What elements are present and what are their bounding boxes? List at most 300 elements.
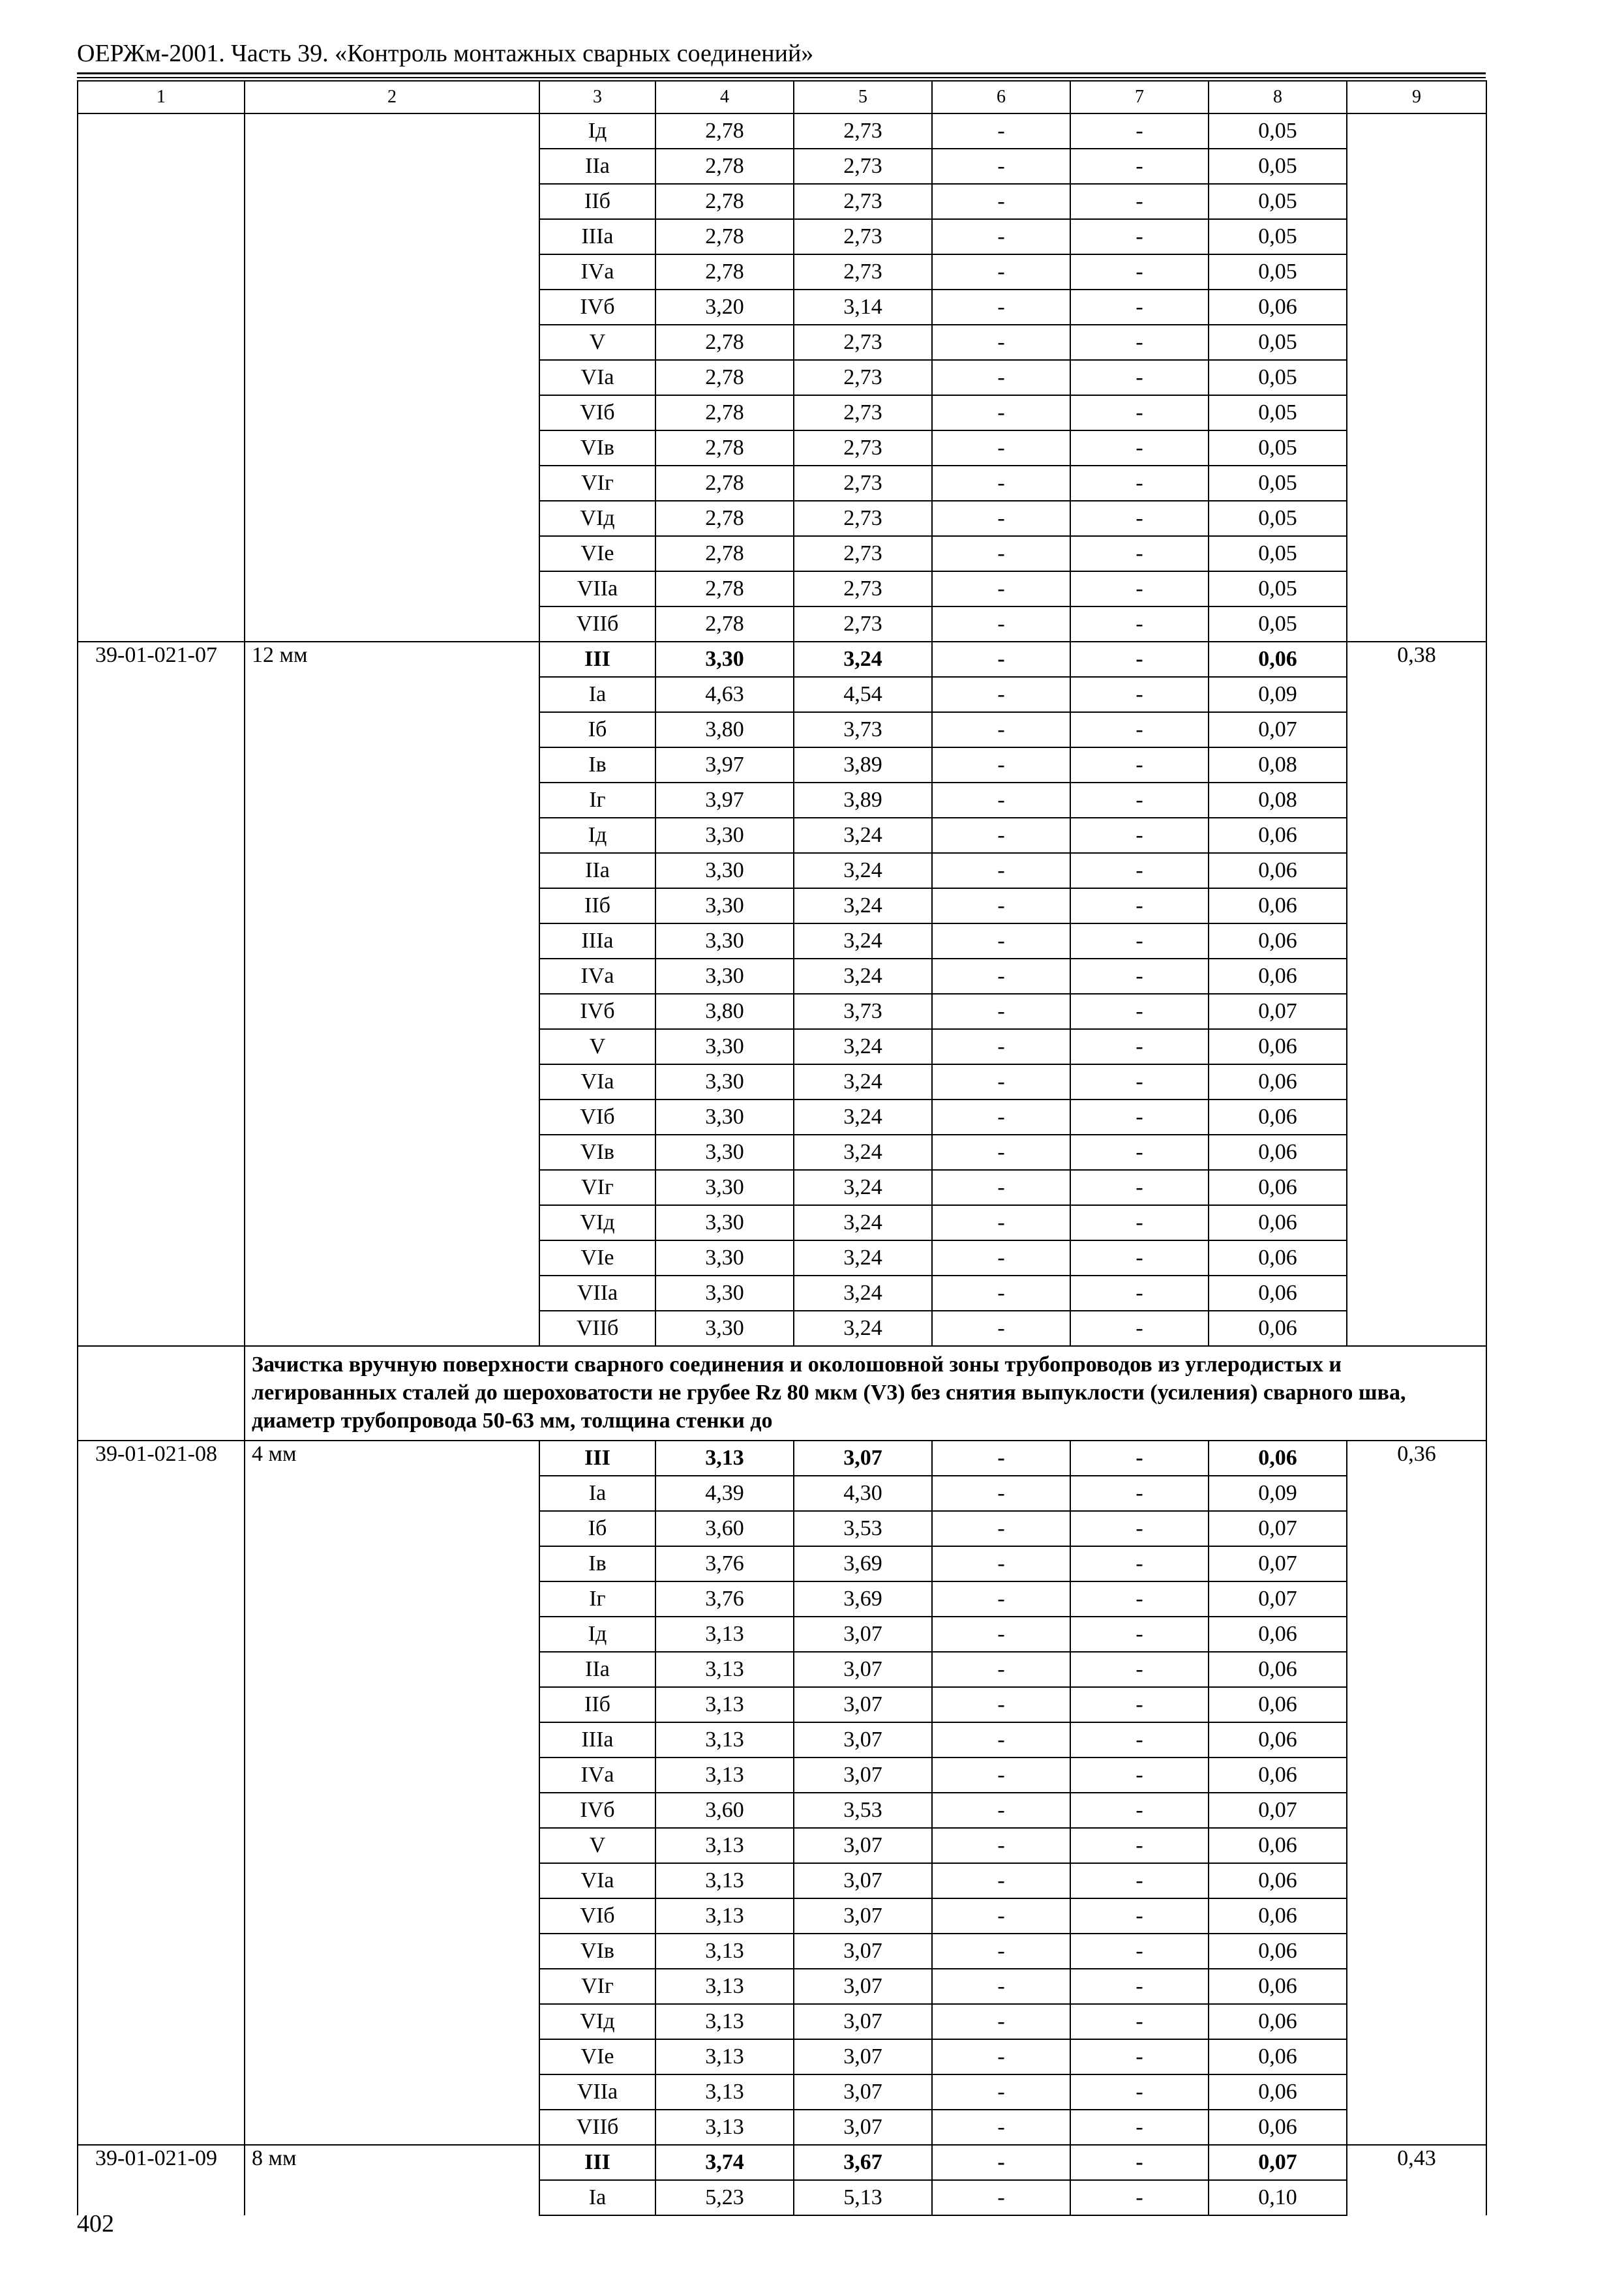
row-class-cell: IIа <box>539 853 655 888</box>
row-class-cell: VIб <box>539 1898 655 1934</box>
row-class-cell: III <box>539 1441 655 1476</box>
col8-value-cell: 0,07 <box>1209 2145 1347 2180</box>
col4-value-cell: 3,13 <box>655 1687 794 1722</box>
col4-value-cell: 3,13 <box>655 1934 794 1969</box>
col4-value-cell: 3,30 <box>655 1170 794 1205</box>
rate-code-cell: 39-01-021-08 <box>78 1441 245 2145</box>
row-class-cell: VIIа <box>539 571 655 606</box>
col7-value-cell: - <box>1070 149 1209 184</box>
column-header: 9 <box>1347 81 1486 113</box>
col4-value-cell: 3,13 <box>655 2074 794 2110</box>
col8-value-cell: 0,09 <box>1209 677 1347 712</box>
col4-value-cell: 3,13 <box>655 1828 794 1863</box>
wall-thickness-cell: 12 мм <box>245 642 539 1346</box>
column-header: 3 <box>539 81 655 113</box>
col5-value-cell: 3,69 <box>794 1581 932 1617</box>
col8-value-cell: 0,06 <box>1209 1205 1347 1240</box>
page-number: 402 <box>77 2210 114 2237</box>
row-class-cell: Iд <box>539 818 655 853</box>
col6-value-cell: - <box>932 1793 1070 1828</box>
col7-value-cell: - <box>1070 395 1209 430</box>
col7-value-cell: - <box>1070 712 1209 747</box>
row-class-cell: IVа <box>539 254 655 290</box>
column-header: 1 <box>78 81 245 113</box>
row-class-cell: V <box>539 1828 655 1863</box>
col5-value-cell: 2,73 <box>794 360 932 395</box>
col5-value-cell: 3,14 <box>794 290 932 325</box>
col5-value-cell: 2,73 <box>794 501 932 536</box>
col6-value-cell: - <box>932 1758 1070 1793</box>
col5-value-cell: 3,24 <box>794 818 932 853</box>
col7-value-cell: - <box>1070 888 1209 923</box>
col5-value-cell: 3,24 <box>794 888 932 923</box>
col8-value-cell: 0,05 <box>1209 219 1347 254</box>
col7-value-cell: - <box>1070 2074 1209 2110</box>
col8-value-cell: 0,10 <box>1209 2180 1347 2215</box>
col5-value-cell: 3,73 <box>794 994 932 1029</box>
col7-value-cell: - <box>1070 994 1209 1029</box>
col6-value-cell: - <box>932 2110 1070 2145</box>
row-class-cell: IVб <box>539 1793 655 1828</box>
col6-value-cell: - <box>932 1100 1070 1135</box>
rate-code-cell <box>78 113 245 642</box>
col5-value-cell: 2,73 <box>794 113 932 149</box>
col7-value-cell: - <box>1070 1311 1209 1346</box>
col7-value-cell: - <box>1070 1240 1209 1276</box>
col5-value-cell: 3,24 <box>794 1100 932 1135</box>
col6-value-cell: - <box>932 430 1070 466</box>
col8-value-cell: 0,06 <box>1209 1969 1347 2004</box>
col5-value-cell: 2,73 <box>794 536 932 571</box>
col4-value-cell: 2,78 <box>655 360 794 395</box>
row-class-cell: VIв <box>539 430 655 466</box>
column-header: 7 <box>1070 81 1209 113</box>
col5-value-cell: 3,07 <box>794 1617 932 1652</box>
col8-value-cell: 0,06 <box>1209 1898 1347 1934</box>
col6-value-cell: - <box>932 2074 1070 2110</box>
row-class-cell: VIд <box>539 501 655 536</box>
col8-value-cell: 0,07 <box>1209 1546 1347 1581</box>
col8-value-cell: 0,05 <box>1209 149 1347 184</box>
col6-value-cell: - <box>932 888 1070 923</box>
row-class-cell: VIг <box>539 1969 655 2004</box>
rate-code-cell: 39-01-021-07 <box>78 642 245 1346</box>
col7-value-cell: - <box>1070 1617 1209 1652</box>
col7-value-cell: - <box>1070 1476 1209 1511</box>
row-class-cell: VIIб <box>539 606 655 642</box>
col6-value-cell: - <box>932 1511 1070 1546</box>
row-class-cell: IIIа <box>539 1722 655 1758</box>
col8-value-cell: 0,06 <box>1209 1934 1347 1969</box>
column-header: 4 <box>655 81 794 113</box>
col6-value-cell: - <box>932 747 1070 783</box>
col6-value-cell: - <box>932 1276 1070 1311</box>
row-class-cell: IIб <box>539 888 655 923</box>
col5-value-cell: 3,07 <box>794 2004 932 2039</box>
col6-value-cell: - <box>932 501 1070 536</box>
col4-value-cell: 3,76 <box>655 1546 794 1581</box>
col5-value-cell: 2,73 <box>794 606 932 642</box>
row-class-cell: Iа <box>539 2180 655 2215</box>
row-class-cell: VIа <box>539 360 655 395</box>
col4-value-cell: 3,30 <box>655 1135 794 1170</box>
col5-value-cell: 2,73 <box>794 395 932 430</box>
col4-value-cell: 2,78 <box>655 571 794 606</box>
col6-value-cell: - <box>932 1476 1070 1511</box>
row-class-cell: VIг <box>539 466 655 501</box>
row-class-cell: VIIб <box>539 2110 655 2145</box>
col7-value-cell: - <box>1070 571 1209 606</box>
col8-value-cell: 0,08 <box>1209 783 1347 818</box>
col4-value-cell: 3,30 <box>655 853 794 888</box>
col6-value-cell: - <box>932 1687 1070 1722</box>
row-class-cell: Iб <box>539 712 655 747</box>
row-class-cell: IIа <box>539 149 655 184</box>
col6-value-cell: - <box>932 959 1070 994</box>
page-header: ОЕРЖм-2001. Часть 39. «Контроль монтажных сварных соединений» <box>77 40 814 67</box>
row-class-cell: Iд <box>539 113 655 149</box>
col5-value-cell: 4,54 <box>794 677 932 712</box>
col8-value-cell: 0,05 <box>1209 254 1347 290</box>
row-class-cell: Iд <box>539 1617 655 1652</box>
wall-thickness-cell <box>245 113 539 642</box>
col5-value-cell: 3,07 <box>794 2074 932 2110</box>
col5-value-cell: 3,24 <box>794 959 932 994</box>
col6-value-cell: - <box>932 1135 1070 1170</box>
total-cell <box>1347 113 1486 642</box>
col4-value-cell: 2,78 <box>655 395 794 430</box>
col8-value-cell: 0,05 <box>1209 501 1347 536</box>
row-class-cell: IIа <box>539 1652 655 1687</box>
col6-value-cell: - <box>932 1170 1070 1205</box>
col5-value-cell: 3,07 <box>794 1828 932 1863</box>
col4-value-cell: 3,30 <box>655 1064 794 1100</box>
col4-value-cell: 2,78 <box>655 113 794 149</box>
col7-value-cell: - <box>1070 606 1209 642</box>
col7-value-cell: - <box>1070 290 1209 325</box>
col7-value-cell: - <box>1070 1135 1209 1170</box>
row-class-cell: IVа <box>539 1758 655 1793</box>
col5-value-cell: 2,73 <box>794 184 932 219</box>
total-cell: 0,43 <box>1347 2145 1486 2215</box>
rates-table <box>77 80 1487 2216</box>
col5-value-cell: 2,73 <box>794 430 932 466</box>
col7-value-cell: - <box>1070 1687 1209 1722</box>
col5-value-cell: 2,73 <box>794 219 932 254</box>
col5-value-cell: 3,07 <box>794 1969 932 2004</box>
col7-value-cell: - <box>1070 2039 1209 2074</box>
col5-value-cell: 3,89 <box>794 783 932 818</box>
col6-value-cell: - <box>932 1828 1070 1863</box>
col8-value-cell: 0,06 <box>1209 2074 1347 2110</box>
col7-value-cell: - <box>1070 1441 1209 1476</box>
total-cell: 0,38 <box>1347 642 1486 1346</box>
col5-value-cell: 2,73 <box>794 149 932 184</box>
col8-value-cell: 0,05 <box>1209 395 1347 430</box>
rate-code-cell: 39-01-021-09 <box>78 2145 245 2215</box>
col4-value-cell: 3,30 <box>655 1100 794 1135</box>
col7-value-cell: - <box>1070 254 1209 290</box>
col5-value-cell: 3,07 <box>794 1652 932 1687</box>
table-row <box>78 1441 1486 1476</box>
col4-value-cell: 3,13 <box>655 1652 794 1687</box>
col7-value-cell: - <box>1070 1205 1209 1240</box>
col8-value-cell: 0,06 <box>1209 1240 1347 1276</box>
col7-value-cell: - <box>1070 430 1209 466</box>
row-class-cell: IIIа <box>539 219 655 254</box>
row-class-cell: Iв <box>539 747 655 783</box>
col5-value-cell: 2,73 <box>794 571 932 606</box>
col8-value-cell: 0,09 <box>1209 1476 1347 1511</box>
column-number-row <box>78 81 1486 113</box>
row-class-cell: Iв <box>539 1546 655 1581</box>
col5-value-cell: 3,07 <box>794 1441 932 1476</box>
col5-value-cell: 3,69 <box>794 1546 932 1581</box>
col8-value-cell: 0,06 <box>1209 1863 1347 1898</box>
table-row <box>78 2145 1486 2180</box>
col6-value-cell: - <box>932 853 1070 888</box>
col5-value-cell: 2,73 <box>794 254 932 290</box>
col7-value-cell: - <box>1070 466 1209 501</box>
col4-value-cell: 3,74 <box>655 2145 794 2180</box>
col6-value-cell: - <box>932 994 1070 1029</box>
col4-value-cell: 3,13 <box>655 1441 794 1476</box>
header-rule-secondary <box>77 77 1486 78</box>
row-class-cell: VIе <box>539 536 655 571</box>
column-header: 8 <box>1209 81 1347 113</box>
col4-value-cell: 3,97 <box>655 783 794 818</box>
col4-value-cell: 4,63 <box>655 677 794 712</box>
col5-value-cell: 3,24 <box>794 923 932 959</box>
col8-value-cell: 0,06 <box>1209 1170 1347 1205</box>
col8-value-cell: 0,05 <box>1209 571 1347 606</box>
row-class-cell: VIд <box>539 1205 655 1240</box>
total-cell: 0,36 <box>1347 1441 1486 2145</box>
col5-value-cell: 3,24 <box>794 1205 932 1240</box>
col5-value-cell: 3,07 <box>794 1758 932 1793</box>
col4-value-cell: 3,13 <box>655 1863 794 1898</box>
row-class-cell: VIб <box>539 395 655 430</box>
col8-value-cell: 0,06 <box>1209 290 1347 325</box>
col7-value-cell: - <box>1070 959 1209 994</box>
col4-value-cell: 3,80 <box>655 712 794 747</box>
col5-value-cell: 3,07 <box>794 1898 932 1934</box>
col7-value-cell: - <box>1070 219 1209 254</box>
col7-value-cell: - <box>1070 325 1209 360</box>
col6-value-cell: - <box>932 360 1070 395</box>
col7-value-cell: - <box>1070 818 1209 853</box>
col4-value-cell: 3,13 <box>655 1617 794 1652</box>
col5-value-cell: 3,24 <box>794 1240 932 1276</box>
col6-value-cell: - <box>932 677 1070 712</box>
col6-value-cell: - <box>932 1652 1070 1687</box>
col4-value-cell: 3,30 <box>655 1240 794 1276</box>
col8-value-cell: 0,06 <box>1209 888 1347 923</box>
col7-value-cell: - <box>1070 113 1209 149</box>
col7-value-cell: - <box>1070 2110 1209 2145</box>
col6-value-cell: - <box>932 149 1070 184</box>
col6-value-cell: - <box>932 325 1070 360</box>
col7-value-cell: - <box>1070 677 1209 712</box>
col8-value-cell: 0,06 <box>1209 2039 1347 2074</box>
col8-value-cell: 0,05 <box>1209 466 1347 501</box>
row-class-cell: Iа <box>539 1476 655 1511</box>
row-class-cell: VIе <box>539 2039 655 2074</box>
col7-value-cell: - <box>1070 1828 1209 1863</box>
description-row <box>78 1346 1486 1441</box>
col8-value-cell: 0,06 <box>1209 853 1347 888</box>
row-class-cell: VIд <box>539 2004 655 2039</box>
col4-value-cell: 3,30 <box>655 1311 794 1346</box>
row-class-cell: Iа <box>539 677 655 712</box>
col4-value-cell: 2,78 <box>655 536 794 571</box>
col6-value-cell: - <box>932 1863 1070 1898</box>
col7-value-cell: - <box>1070 184 1209 219</box>
col8-value-cell: 0,06 <box>1209 1652 1347 1687</box>
col4-value-cell: 3,30 <box>655 888 794 923</box>
col8-value-cell: 0,06 <box>1209 1687 1347 1722</box>
col6-value-cell: - <box>932 2039 1070 2074</box>
row-class-cell: IIIа <box>539 923 655 959</box>
col8-value-cell: 0,06 <box>1209 1722 1347 1758</box>
col8-value-cell: 0,06 <box>1209 1441 1347 1476</box>
col8-value-cell: 0,06 <box>1209 1617 1347 1652</box>
col6-value-cell: - <box>932 219 1070 254</box>
col7-value-cell: - <box>1070 1898 1209 1934</box>
wall-thickness-cell: 8 мм <box>245 2145 539 2215</box>
col8-value-cell: 0,06 <box>1209 1029 1347 1064</box>
col5-value-cell: 3,07 <box>794 1934 932 1969</box>
row-class-cell: VIIа <box>539 2074 655 2110</box>
col6-value-cell: - <box>932 923 1070 959</box>
col6-value-cell: - <box>932 1722 1070 1758</box>
col7-value-cell: - <box>1070 1100 1209 1135</box>
col8-value-cell: 0,07 <box>1209 1581 1347 1617</box>
col7-value-cell: - <box>1070 2145 1209 2180</box>
col4-value-cell: 3,30 <box>655 642 794 677</box>
row-class-cell: V <box>539 325 655 360</box>
col5-value-cell: 5,13 <box>794 2180 932 2215</box>
col5-value-cell: 3,07 <box>794 2110 932 2145</box>
col7-value-cell: - <box>1070 1758 1209 1793</box>
col8-value-cell: 0,06 <box>1209 642 1347 677</box>
col6-value-cell: - <box>932 536 1070 571</box>
col6-value-cell: - <box>932 466 1070 501</box>
col7-value-cell: - <box>1070 1722 1209 1758</box>
row-class-cell: V <box>539 1029 655 1064</box>
row-class-cell: Iг <box>539 1581 655 1617</box>
col8-value-cell: 0,05 <box>1209 430 1347 466</box>
col8-value-cell: 0,08 <box>1209 747 1347 783</box>
col5-value-cell: 3,07 <box>794 1722 932 1758</box>
col6-value-cell: - <box>932 2180 1070 2215</box>
col4-value-cell: 3,13 <box>655 1898 794 1934</box>
col6-value-cell: - <box>932 571 1070 606</box>
col4-value-cell: 3,60 <box>655 1511 794 1546</box>
col8-value-cell: 0,06 <box>1209 818 1347 853</box>
col4-value-cell: 2,78 <box>655 254 794 290</box>
col7-value-cell: - <box>1070 536 1209 571</box>
col6-value-cell: - <box>932 606 1070 642</box>
col8-value-cell: 0,06 <box>1209 1100 1347 1135</box>
col7-value-cell: - <box>1070 923 1209 959</box>
table-body <box>78 81 1486 2215</box>
col7-value-cell: - <box>1070 1546 1209 1581</box>
description-spacer-cell <box>78 1346 245 1441</box>
row-class-cell: VIг <box>539 1170 655 1205</box>
col5-value-cell: 3,53 <box>794 1511 932 1546</box>
col4-value-cell: 3,13 <box>655 2039 794 2074</box>
col6-value-cell: - <box>932 395 1070 430</box>
col6-value-cell: - <box>932 1617 1070 1652</box>
row-class-cell: III <box>539 642 655 677</box>
col7-value-cell: - <box>1070 1652 1209 1687</box>
col8-value-cell: 0,05 <box>1209 606 1347 642</box>
col4-value-cell: 3,80 <box>655 994 794 1029</box>
col7-value-cell: - <box>1070 501 1209 536</box>
col8-value-cell: 0,05 <box>1209 184 1347 219</box>
col5-value-cell: 3,07 <box>794 1687 932 1722</box>
col6-value-cell: - <box>932 254 1070 290</box>
col7-value-cell: - <box>1070 747 1209 783</box>
col4-value-cell: 3,30 <box>655 818 794 853</box>
wall-thickness-cell: 4 мм <box>245 1441 539 2145</box>
row-class-cell: III <box>539 2145 655 2180</box>
col4-value-cell: 5,23 <box>655 2180 794 2215</box>
col7-value-cell: - <box>1070 2004 1209 2039</box>
col7-value-cell: - <box>1070 1170 1209 1205</box>
column-header: 5 <box>794 81 932 113</box>
col7-value-cell: - <box>1070 360 1209 395</box>
col4-value-cell: 3,30 <box>655 959 794 994</box>
col7-value-cell: - <box>1070 1276 1209 1311</box>
row-class-cell: IVб <box>539 290 655 325</box>
col7-value-cell: - <box>1070 1064 1209 1100</box>
col4-value-cell: 2,78 <box>655 501 794 536</box>
col7-value-cell: - <box>1070 1969 1209 2004</box>
col4-value-cell: 3,60 <box>655 1793 794 1828</box>
col5-value-cell: 3,07 <box>794 2039 932 2074</box>
header-rule <box>77 72 1486 74</box>
col5-value-cell: 3,07 <box>794 1863 932 1898</box>
col4-value-cell: 3,13 <box>655 1722 794 1758</box>
col8-value-cell: 0,05 <box>1209 536 1347 571</box>
col6-value-cell: - <box>932 1969 1070 2004</box>
col4-value-cell: 3,76 <box>655 1581 794 1617</box>
table-row <box>78 642 1486 677</box>
col7-value-cell: - <box>1070 1029 1209 1064</box>
col4-value-cell: 3,13 <box>655 1758 794 1793</box>
col5-value-cell: 3,24 <box>794 853 932 888</box>
col8-value-cell: 0,06 <box>1209 1311 1347 1346</box>
col5-value-cell: 3,24 <box>794 1135 932 1170</box>
col7-value-cell: - <box>1070 783 1209 818</box>
col4-value-cell: 2,78 <box>655 325 794 360</box>
col6-value-cell: - <box>932 2145 1070 2180</box>
col5-value-cell: 3,24 <box>794 1276 932 1311</box>
col8-value-cell: 0,07 <box>1209 1511 1347 1546</box>
col4-value-cell: 2,78 <box>655 466 794 501</box>
col5-value-cell: 3,24 <box>794 1311 932 1346</box>
col8-value-cell: 0,06 <box>1209 1276 1347 1311</box>
col7-value-cell: - <box>1070 1934 1209 1969</box>
col5-value-cell: 3,73 <box>794 712 932 747</box>
col4-value-cell: 2,78 <box>655 430 794 466</box>
col6-value-cell: - <box>932 1441 1070 1476</box>
col7-value-cell: - <box>1070 1793 1209 1828</box>
col5-value-cell: 3,24 <box>794 1029 932 1064</box>
col6-value-cell: - <box>932 1029 1070 1064</box>
